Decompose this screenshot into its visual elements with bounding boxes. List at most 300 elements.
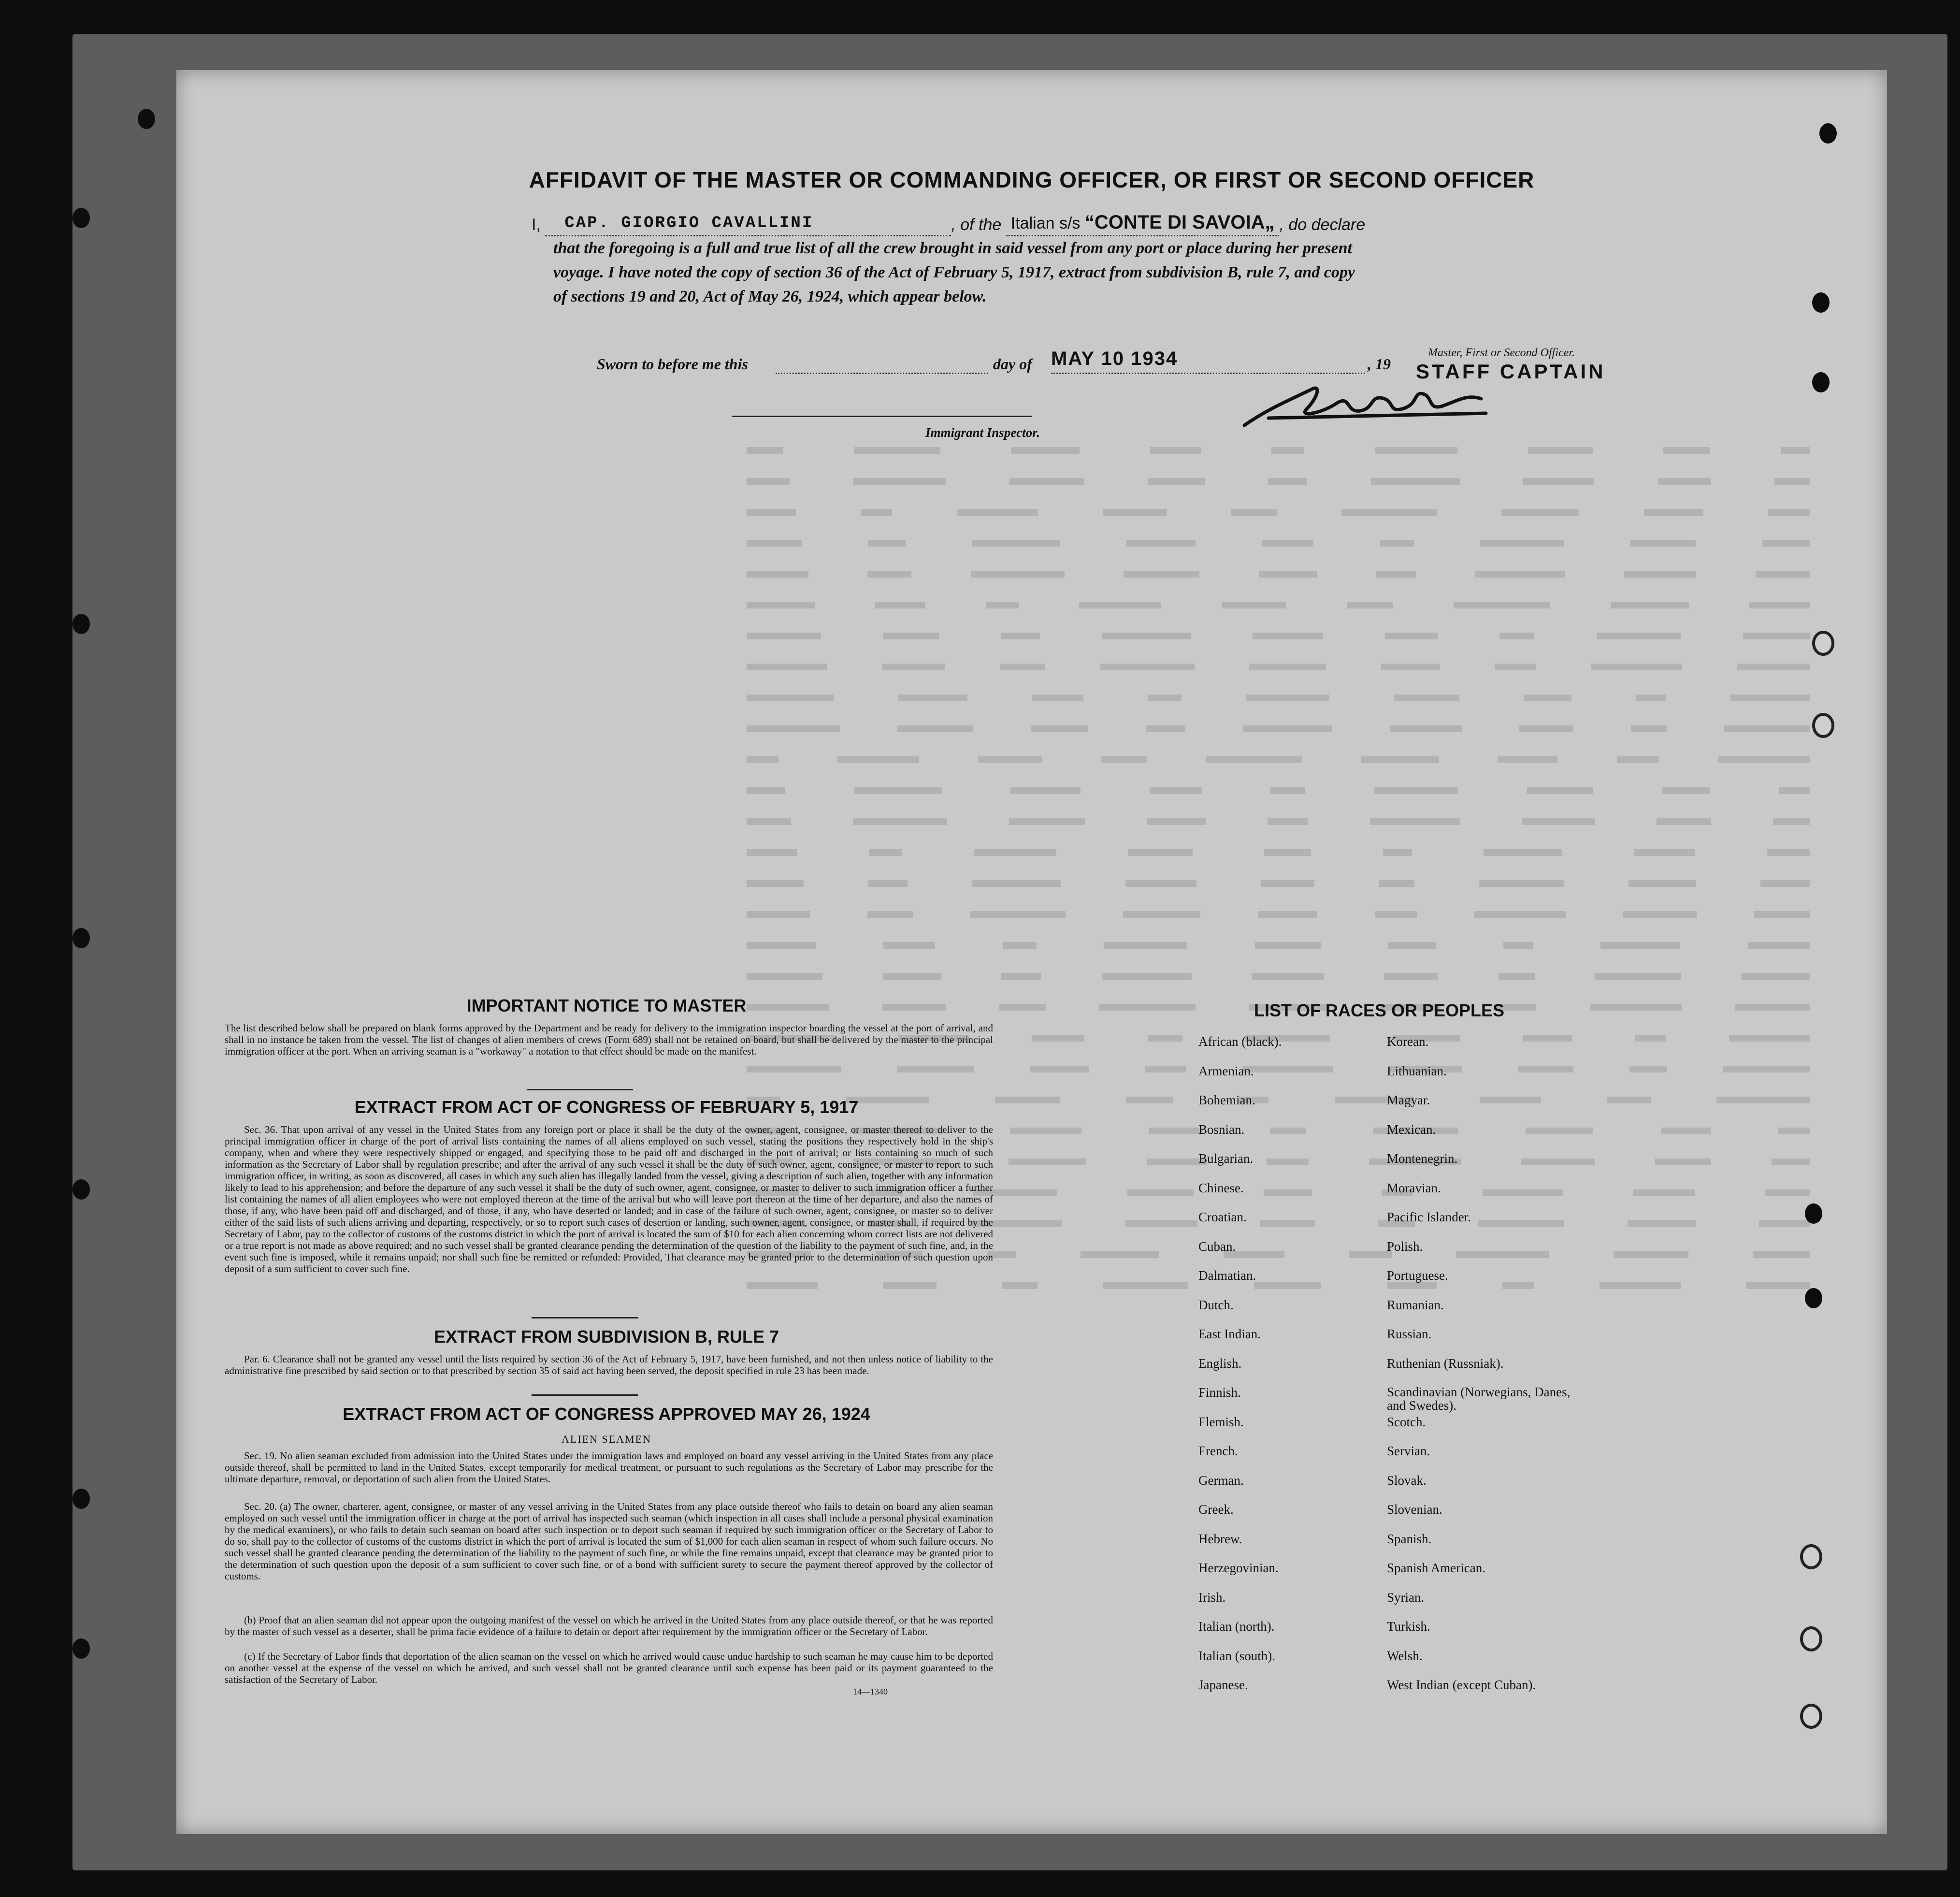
race-item: Rumanian. <box>1387 1297 1444 1312</box>
year-label: , 19 <box>1368 355 1391 373</box>
bleed-through-mark <box>1149 1128 1203 1134</box>
bleed-through-mark <box>1480 1097 1541 1103</box>
bleed-through-mark <box>1265 849 1311 856</box>
bleed-through-mark <box>1657 818 1711 825</box>
bleed-through-mark <box>1454 602 1550 608</box>
punch-hole <box>72 1179 90 1200</box>
bleed-through-mark <box>1259 571 1317 578</box>
bleed-through-mark <box>1103 1282 1188 1289</box>
do-declare-label: , do declare <box>1279 216 1366 234</box>
bleed-through-mark <box>1379 880 1414 887</box>
bleed-through-mark <box>1380 540 1414 547</box>
race-item: Chinese. <box>1198 1180 1244 1195</box>
bleed-through-mark <box>1753 1251 1810 1258</box>
punch-hole <box>72 928 90 948</box>
bleed-through-mark <box>1765 1189 1810 1196</box>
bleed-through-mark <box>1125 1220 1197 1227</box>
bleed-through-mark <box>1262 540 1314 547</box>
bleed-through-mark <box>1000 1004 1046 1011</box>
bleed-through-mark <box>1032 1035 1084 1042</box>
bleed-through-mark <box>883 973 941 980</box>
race-item: Servian. <box>1387 1444 1430 1458</box>
divider <box>532 1317 638 1318</box>
bleed-through-mark <box>882 664 945 670</box>
bleed-through-mark <box>1658 478 1711 485</box>
bleed-through-mark <box>1376 571 1416 578</box>
signature <box>1239 379 1491 433</box>
notice-title: IMPORTANT NOTICE TO MASTER <box>466 996 747 1015</box>
bleed-through-mark <box>1716 1097 1810 1103</box>
bleed-through-mark <box>1474 911 1566 918</box>
bleed-through-mark <box>747 447 783 454</box>
race-item: Bosnian. <box>1198 1122 1245 1137</box>
bleed-through-mark <box>1031 725 1088 732</box>
bleed-through-mark <box>1743 633 1810 639</box>
bleed-through-mark <box>1243 725 1333 732</box>
bleed-through-mark <box>1759 1220 1810 1227</box>
race-item: Flemish. <box>1198 1414 1244 1429</box>
bleed-through-mark <box>1254 1282 1322 1289</box>
bleed-through-mark <box>1123 911 1200 918</box>
bleed-through-mark <box>1146 725 1185 732</box>
bleed-through-mark <box>972 880 1061 887</box>
bleed-through-mark <box>1735 1004 1810 1011</box>
document-page <box>176 70 1887 1834</box>
bleed-through-mark <box>1000 664 1045 670</box>
bleed-through-row <box>747 721 1810 737</box>
sec20b-text: (b) Proof that an alien seaman did not appear upon the outgoing manifest of the vessel on which he arrived in the United States from any place outside thereof, or that he was reported by the master of such vessel as a deserter, shall be prima facie evidence of a failure to detain or deport after requirement by the immigration officer or the Secretary of Labor. <box>225 1614 993 1637</box>
bleed-through-mark <box>747 509 796 516</box>
bleed-through-mark <box>974 849 1056 856</box>
sworn-day-blank <box>776 355 988 374</box>
divider <box>527 1089 633 1090</box>
bleed-through-mark <box>747 849 797 856</box>
race-item: Spanish. <box>1387 1531 1432 1546</box>
ship-blank <box>1006 211 1280 236</box>
punch-hole <box>1805 1203 1822 1224</box>
bleed-through-mark <box>1663 447 1710 454</box>
bleed-through-mark <box>883 633 939 639</box>
extract-1917-title: EXTRACT FROM ACT OF CONGRESS OF FEBRUARY 5, 1917 <box>354 1097 859 1117</box>
bleed-through-mark <box>1456 1251 1549 1258</box>
bleed-through-mark <box>1636 695 1666 701</box>
bleed-through-mark <box>1630 540 1696 547</box>
bleed-through-mark <box>1375 911 1417 918</box>
inspector-caption: Immigrant Inspector. <box>925 425 1040 440</box>
day-of-label: day of <box>993 355 1032 373</box>
bleed-through-mark <box>970 911 1066 918</box>
bleed-through-mark <box>1347 602 1393 608</box>
bleed-through-mark <box>1749 602 1810 608</box>
race-item: Bulgarian. <box>1198 1151 1254 1166</box>
ship-prefix: Italian s/s <box>1010 214 1081 232</box>
bleed-through-mark <box>1271 447 1304 454</box>
punch-ring <box>1812 631 1834 656</box>
bleed-through-mark <box>1524 695 1571 701</box>
bleed-through-mark <box>1774 478 1810 485</box>
bleed-through-mark <box>1617 756 1659 763</box>
race-item: Ruthenian (Russniak). <box>1387 1356 1504 1371</box>
sec19-text: Sec. 19. No alien seaman excluded from admission into the United States under the immigration laws and employed on board any vessel arriving in the United States from any place outside thereof, shall be permitted to land in the United States, except temporarily for medical treatment, or pursuant to such regulations as the Secretary of Labor may prescribe for the ultimate departure, removal, or deportation of such alien from the United States. <box>225 1450 993 1485</box>
bleed-through-mark <box>1242 1066 1333 1072</box>
bleed-through-mark <box>1261 880 1314 887</box>
inspector-signature-line <box>732 416 1032 417</box>
race-item: Italian (south). <box>1198 1648 1275 1663</box>
bleed-through-mark <box>1601 942 1681 949</box>
affidavit-line-2: that the foregoing is a full and true list of all the crew brought in said vessel from any port or place during her present <box>553 239 1352 257</box>
race-item: Portuguese. <box>1387 1268 1448 1283</box>
ship-name: “CONTE DI SAVOIA„ <box>1084 212 1275 233</box>
bleed-through-mark <box>986 602 1019 608</box>
bleed-through-mark <box>995 1097 1060 1103</box>
bleed-through-mark <box>1001 973 1041 980</box>
race-item: Scotch. <box>1387 1414 1426 1429</box>
race-item: Japanese. <box>1198 1678 1248 1692</box>
bleed-through-mark <box>972 540 1060 547</box>
bleed-through-mark <box>1772 1158 1810 1165</box>
bleed-through-mark <box>1629 880 1696 887</box>
bleed-through-mark <box>1611 602 1689 608</box>
bleed-through-mark <box>747 942 816 949</box>
bleed-through-mark <box>747 664 827 670</box>
bleed-through-mark <box>1662 787 1710 794</box>
bleed-through-mark <box>897 1066 974 1072</box>
bleed-through-mark <box>1261 1220 1315 1227</box>
bleed-through-mark <box>1523 1035 1572 1042</box>
bleed-through-mark <box>898 695 967 701</box>
bleed-through-mark <box>957 509 1038 516</box>
race-item: Scandinavian (Norwegians, Danes, and Swedes). <box>1387 1385 1571 1413</box>
race-item: Dalmatian. <box>1198 1268 1256 1283</box>
bleed-through-mark <box>1148 478 1205 485</box>
captain-name-blank <box>545 210 951 236</box>
bleed-through-mark <box>971 571 1065 578</box>
bleed-through-mark <box>1655 1158 1711 1165</box>
bleed-through-mark <box>1147 1158 1207 1165</box>
bleed-through-mark <box>1150 787 1202 794</box>
bleed-through-mark <box>868 880 908 887</box>
bleed-through-row <box>747 597 1810 613</box>
punch-hole <box>72 1489 90 1509</box>
bleed-through-mark <box>1495 664 1536 670</box>
bleed-through-mark <box>1502 1282 1534 1289</box>
race-item: Herzegovinian. <box>1198 1561 1279 1575</box>
bleed-through-mark <box>1102 973 1192 980</box>
bleed-through-mark <box>1502 509 1579 516</box>
race-item: Finnish. <box>1198 1385 1241 1400</box>
bleed-through-mark <box>1252 973 1324 980</box>
race-item: Croatian. <box>1198 1210 1247 1224</box>
bleed-through-row <box>747 875 1810 892</box>
bleed-through-mark <box>1271 787 1305 794</box>
bleed-through-mark <box>1729 1035 1810 1042</box>
date-stamp: MAY 10 1934 <box>1051 348 1178 369</box>
bleed-through-mark <box>1527 787 1593 794</box>
extract-1917-text: Sec. 36. That upon arrival of any vessel in the United States from any foreign port or place it shall be the duty of the owner, agent, consignee, or master thereof to deliver to the principal immigration officer in charge of the port of arrival lists containing the names of all aliens employed on such vessel, stating the positions they respectively hold in the ship's company, when and where they were respectively shipped or engaged, and specifying those to be paid off and discharged in the port of arrival; or lists containing so much of such information as the Secretary of Labor shall by regulation prescribe; and after the arrival of any such vessel it shall be the duty of such owner, agent, consignee, or master to report to such immigration officer, in writing, as soon as discovered, all cases in which any such alien has illegally landed from the vessel, giving a description of such alien, together with any information likely to lead to his apprehension; and before the departure of any such vessel it shall be the duty of such owner, agent, consignee, or master to deliver to such immigration officer a further list containing the names of all alien employees who were not employed thereon at the time of the arrival but who will leave port thereon at the time of her departure, and also the names of those, if any, who have been paid off and discharged, and of those, if any, who have deserted or landed; and in case of the failure of such owner, agent, consignee, or master so to deliver either of the said lists of such aliens arriving and departing, respectively, or so to report such cases of desertion or landing, such owner, agent, consignee, or master shall, if required by the Secretary of Labor, pay to the collector of customs of the customs district in which the port of arrival is located the sum of $10 for each alien concerning whom correct lists are not delivered or a true report is not made as above required; and no such vessel shall be granted clearance pending the determination of the question of the liability to the payment of such fine, and, in the event such fine is imposed, while it remains unpaid; nor shall such fine be remitted or refunded: Provided, That clearance may be granted prior to the determination of such question upon deposit of a sum sufficient to cover such fine. <box>225 1124 993 1274</box>
bleed-through-mark <box>1390 725 1462 732</box>
bleed-through-mark <box>1104 942 1188 949</box>
bleed-through-mark <box>1590 1004 1682 1011</box>
bleed-through-mark <box>1748 942 1810 949</box>
punch-ring <box>1800 1544 1822 1569</box>
bleed-through-mark <box>1773 818 1810 825</box>
bleed-through-row <box>747 844 1810 861</box>
affidavit-line-1 <box>532 210 1691 236</box>
bleed-through-mark <box>1127 1189 1194 1196</box>
bleed-through-mark <box>1361 756 1439 763</box>
bleed-through-mark <box>1767 849 1810 856</box>
bleed-through-mark <box>1002 1282 1038 1289</box>
bleed-through-mark <box>747 571 808 578</box>
sec20c-text: (c) If the Secretary of Labor finds that deportation of the alien seaman on the vessel on which he arrived would cause undue hardship to such seaman he may cause him to be deported on another vessel at the expense of the vessel on which he arrived, and such vessel shall not be granted clearance until such expense has been paid or its payment guaranteed to the satisfaction of the Secretary of Labor. <box>225 1651 993 1685</box>
bleed-through-mark <box>1147 818 1206 825</box>
punch-ring <box>1800 1626 1822 1651</box>
bleed-through-mark <box>1394 695 1459 701</box>
bleed-through-mark <box>1635 1035 1666 1042</box>
race-item: Russian. <box>1387 1327 1432 1341</box>
bleed-through-row <box>747 752 1810 768</box>
bleed-through-mark <box>1264 1189 1312 1196</box>
punch-hole <box>72 614 90 634</box>
bleed-through-mark <box>1634 849 1695 856</box>
affidavit-title: AFFIDAVIT OF THE MASTER OR COMMANDING OFFICER, OR FIRST OR SECOND OFFICER <box>529 167 1535 192</box>
affidavit-line-4: of sections 19 and 20, Act of May 26, 1924, which appear below. <box>553 288 987 305</box>
bleed-through-mark <box>1349 1251 1392 1258</box>
bleed-through-mark <box>1102 633 1191 639</box>
bleed-through-mark <box>1631 725 1667 732</box>
bleed-through-mark <box>1503 942 1533 949</box>
bleed-through-mark <box>1518 1066 1573 1072</box>
bleed-through-mark <box>1623 911 1697 918</box>
bleed-through-mark <box>747 602 815 608</box>
race-item: Magyar. <box>1387 1093 1430 1107</box>
bleed-through-mark <box>1148 695 1182 701</box>
bleed-through-mark <box>1079 602 1161 608</box>
bleed-through-mark <box>853 478 946 485</box>
bleed-through-mark <box>861 509 892 516</box>
bleed-through-mark <box>979 756 1042 763</box>
bleed-through-mark <box>1479 880 1564 887</box>
bleed-through-row <box>747 1061 1810 1077</box>
punch-hole <box>1812 292 1830 313</box>
officer-title: STAFF CAPTAIN <box>1416 360 1606 383</box>
bleed-through-mark <box>1101 756 1147 763</box>
bleed-through-row <box>747 690 1810 706</box>
bleed-through-mark <box>1341 509 1437 516</box>
bleed-through-row <box>747 473 1810 490</box>
bleed-through-row <box>747 566 1810 582</box>
bleed-through-mark <box>868 571 912 578</box>
bleed-through-mark <box>897 725 973 732</box>
race-item: East Indian. <box>1198 1327 1261 1341</box>
bleed-through-mark <box>1003 942 1037 949</box>
bleed-through-mark <box>854 447 940 454</box>
race-item: African (black). <box>1198 1034 1282 1049</box>
punch-hole <box>72 208 90 228</box>
bleed-through-mark <box>747 633 821 639</box>
bleed-through-mark <box>1268 818 1308 825</box>
bleed-through-mark <box>1519 725 1573 732</box>
bleed-through-mark <box>1387 1282 1437 1289</box>
bleed-through-mark <box>867 911 913 918</box>
bleed-through-mark <box>869 849 902 856</box>
race-item: Greek. <box>1198 1502 1234 1517</box>
bleed-through-mark <box>1125 880 1196 887</box>
bleed-through-mark <box>1595 973 1681 980</box>
race-item: Hebrew. <box>1198 1531 1242 1546</box>
punch-ring <box>1812 713 1834 738</box>
bleed-through-row <box>747 937 1810 954</box>
race-item: Slovak. <box>1387 1473 1427 1488</box>
extract-rule7-text: Par. 6. Clearance shall not be granted any vessel until the lists required by section 36 of the Act of February 5, 1917, have been furnished, and not then unless notice of liability to the administrative fine prescribed by said section or to that prescribed by section 35 of said act having been served, the deposit specified in rule 23 has been made. <box>225 1353 993 1376</box>
bleed-through-mark <box>1385 633 1438 639</box>
bleed-through-mark <box>1597 633 1681 639</box>
bleed-through-mark <box>1099 1004 1196 1011</box>
bleed-through-mark <box>1781 447 1810 454</box>
bleed-through-mark <box>747 973 822 980</box>
bleed-through-row <box>747 968 1810 985</box>
bleed-through-mark <box>1661 1128 1711 1134</box>
race-item: Dutch. <box>1198 1297 1234 1312</box>
bleed-through-mark <box>1756 571 1810 578</box>
bleed-through-mark <box>1629 1066 1667 1072</box>
bleed-through-mark <box>1742 973 1810 980</box>
bleed-through-mark <box>1375 447 1457 454</box>
race-item: Mexican. <box>1387 1122 1436 1137</box>
race-item: French. <box>1198 1444 1238 1458</box>
race-item: Pacific Islander. <box>1387 1210 1471 1224</box>
bleed-through-mark <box>1258 911 1318 918</box>
bleed-through-mark <box>1381 664 1440 670</box>
bleed-through-mark <box>747 540 802 547</box>
bleed-through-mark <box>875 602 925 608</box>
bleed-through-row <box>747 535 1810 551</box>
bleed-through-row <box>747 628 1810 644</box>
bleed-through-mark <box>1128 849 1193 856</box>
race-item: Bohemian. <box>1198 1093 1255 1107</box>
punch-hole <box>1812 372 1830 392</box>
bleed-through-row <box>747 504 1810 521</box>
bleed-through-mark <box>1009 1158 1086 1165</box>
bleed-through-mark <box>1011 447 1080 454</box>
bleed-through-mark <box>1081 1251 1159 1258</box>
bleed-through-mark <box>1270 1128 1306 1134</box>
affidavit-line-3: voyage. I have noted the copy of section 36 of the Act of February 5, 1917, extract from subdivision B, rule 7, and copy <box>553 263 1355 281</box>
bleed-through-mark <box>1778 1128 1810 1134</box>
bleed-through-mark <box>1388 942 1436 949</box>
races-title: LIST OF RACES OR PEOPLES <box>1254 1000 1505 1020</box>
bleed-through-mark <box>1746 1282 1810 1289</box>
bleed-through-mark <box>747 880 804 887</box>
bleed-through-mark <box>1633 1189 1695 1196</box>
race-item: Spanish American. <box>1387 1561 1485 1575</box>
notice-text: The list described below shall be prepared on blank forms approved by the Department and be ready for delivery to the immigration inspector boarding the vessel at the port of arrival, and shall in no instance be taken from the vessel. The list of changes of alien members of crews (Form 689) shall not be retained on board, but shall be delivered by the master to the principal immigration officer at the port. When an arriving seaman is a "workaway" a notation to that effect should be made on the manifest. <box>225 1022 993 1057</box>
punch-hole <box>138 109 155 129</box>
bleed-through-mark <box>1231 509 1277 516</box>
punch-hole <box>1819 123 1837 144</box>
race-item: Armenian. <box>1198 1063 1254 1078</box>
bleed-through-mark <box>747 478 790 485</box>
bleed-through-mark <box>1370 818 1460 825</box>
bleed-through-row <box>747 442 1810 459</box>
bleed-through-mark <box>1384 973 1438 980</box>
bleed-through-mark <box>1484 849 1562 856</box>
bleed-through-mark <box>837 756 919 763</box>
race-item: Turkish. <box>1387 1619 1430 1634</box>
extract-1924-title: EXTRACT FROM ACT OF CONGRESS APPROVED MAY 26, 1924 <box>343 1404 870 1424</box>
bleed-through-row <box>747 813 1810 830</box>
race-item: Korean. <box>1387 1034 1429 1049</box>
bleed-through-mark <box>1500 633 1535 639</box>
bleed-through-mark <box>747 911 810 918</box>
sec20a-text: Sec. 20. (a) The owner, charterer, agent, consignee, or master of any vessel arriving in the United States from any place outside thereof who fails to detain on board any alien seaman employed on such vessel until the immigration officer in charge at the port of arrival has inspected such seaman (which inspection in all cases shall include a personal physical examination by the medical examiners), or who fails to detain such seaman on board after such inspection or to deport such seaman if required by such immigration officer or the Secretary of Labor to do so, shall pay to the collector of customs of the customs district in which the port of arrival is located the sum of $1,000 for each alien seaman in respect of whom such failure occurs. No such vessel shall be granted clearance pending the determination of the liability to the payment of such fine, or while the fine remains unpaid, except that clearance may be granted prior to the determination of such question upon the deposit of a sum sufficient to cover such fine, or of a bond with sufficient surety to secure the payment thereof approved by the collector of customs. <box>225 1501 993 1582</box>
captain-name: CAP. GIORGIO CAVALLINI <box>564 214 814 232</box>
race-item: Syrian. <box>1387 1590 1425 1605</box>
bleed-through-mark <box>1255 942 1321 949</box>
of-the-label: , of the <box>951 216 1002 234</box>
race-item: Italian (north). <box>1198 1619 1275 1634</box>
divider <box>532 1394 638 1396</box>
bleed-through-mark <box>884 942 936 949</box>
bleed-through-mark <box>1010 787 1081 794</box>
race-item: German. <box>1198 1473 1244 1488</box>
bleed-through-row <box>747 906 1810 923</box>
bleed-through-row <box>747 782 1810 799</box>
bleed-through-mark <box>1614 1251 1688 1258</box>
bleed-through-mark <box>1526 1128 1594 1134</box>
bleed-through-row <box>747 659 1810 675</box>
bleed-through-mark <box>868 540 906 547</box>
bleed-through-mark <box>1100 664 1195 670</box>
bleed-through-mark <box>1222 602 1286 608</box>
affidavit-pronoun: I, <box>532 216 541 234</box>
bleed-through-mark <box>1253 633 1323 639</box>
bleed-through-mark <box>1032 695 1083 701</box>
bleed-through-mark <box>1267 1158 1309 1165</box>
bleed-through-mark <box>1762 540 1810 547</box>
bleed-through-mark <box>1126 540 1196 547</box>
bleed-through-mark <box>1480 540 1564 547</box>
bleed-through-mark <box>1522 818 1595 825</box>
bleed-through-mark <box>1528 447 1593 454</box>
bleed-through-mark <box>1499 973 1535 980</box>
alien-seamen-subtitle: ALIEN SEAMEN <box>562 1433 651 1445</box>
bleed-through-mark <box>1250 664 1326 670</box>
punch-ring <box>1800 1704 1822 1729</box>
bleed-through-mark <box>1625 571 1697 578</box>
bleed-through-mark <box>747 1066 841 1072</box>
bleed-through-mark <box>1628 1220 1696 1227</box>
bleed-through-mark <box>1124 571 1200 578</box>
race-item: Welsh. <box>1387 1648 1423 1663</box>
bleed-through-mark <box>1126 1097 1173 1103</box>
bleed-through-row <box>747 1277 1810 1294</box>
bleed-through-mark <box>1737 664 1810 670</box>
bleed-through-mark <box>1600 1282 1681 1289</box>
extract-rule7-title: EXTRACT FROM SUBDIVISION B, RULE 7 <box>433 1327 779 1347</box>
bleed-through-mark <box>1498 756 1558 763</box>
bleed-through-mark <box>1760 880 1810 887</box>
bleed-through-mark <box>1002 633 1040 639</box>
bleed-through-mark <box>1591 664 1682 670</box>
bleed-through-mark <box>1148 1035 1182 1042</box>
race-item: English. <box>1198 1356 1242 1371</box>
bleed-through-mark <box>1607 1097 1651 1103</box>
bleed-through-mark <box>747 725 840 732</box>
bleed-through-mark <box>747 1282 818 1289</box>
bleed-through-mark <box>1374 787 1458 794</box>
bleed-through-mark <box>1768 509 1810 516</box>
